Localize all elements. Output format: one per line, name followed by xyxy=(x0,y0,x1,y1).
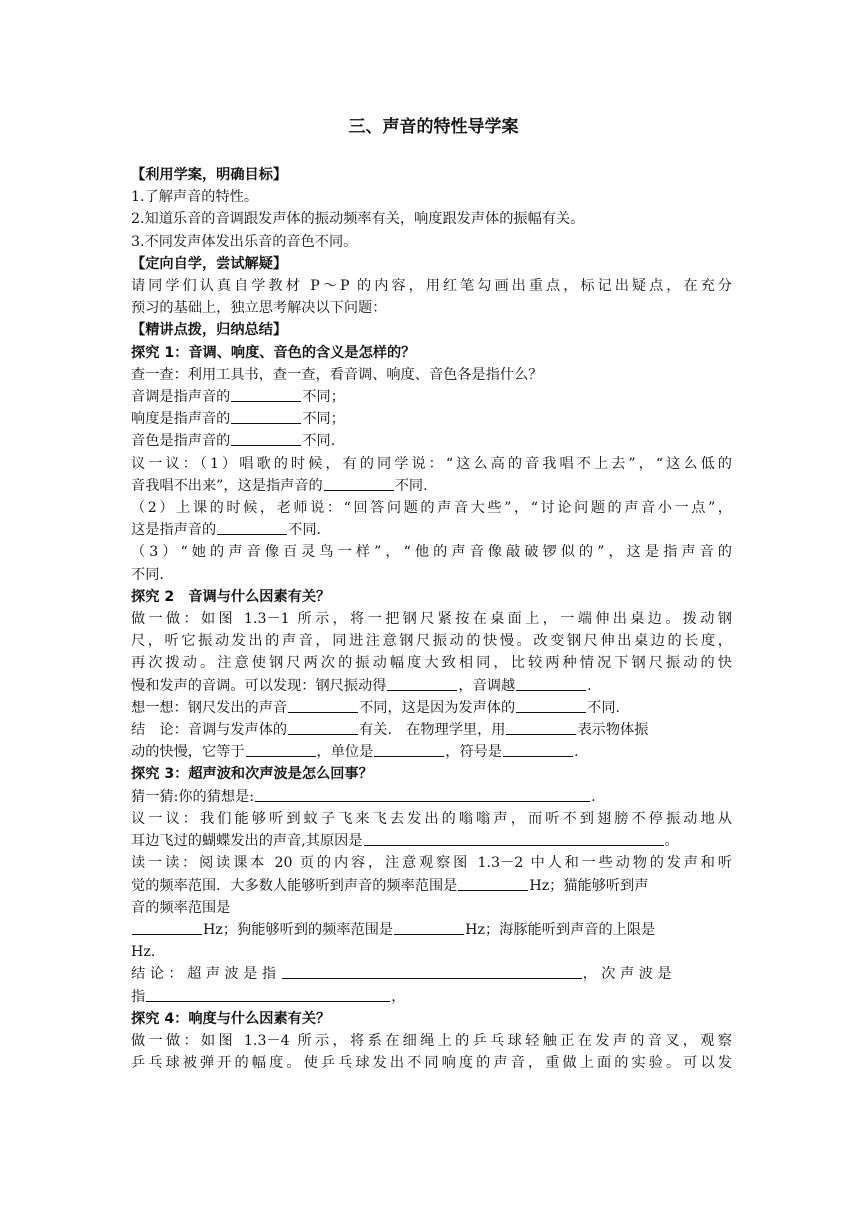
fill-blank[interactable] xyxy=(288,698,358,713)
paragraph-line: 猜一猜:你的猜想是: . xyxy=(131,788,596,805)
paragraph-line: 读一读：阅读课本 20 页的内容，注意观察图 1.3－2 中人和一些动物的发声和听 xyxy=(131,855,732,872)
inquiry-4-heading: 探究 4：响度与什么因素有关？ xyxy=(131,1010,331,1027)
paragraph-line: Hz；狗能够听到的频率范围是 Hz；海豚能听到声音的上限是 xyxy=(131,919,732,941)
fill-blank[interactable] xyxy=(132,920,202,935)
paragraph-line: 尺，听它振动发出的声音，同进注意钢尺振动的快慢。改变钢尺伸出桌边的长度， xyxy=(131,633,732,650)
fill-blank[interactable] xyxy=(255,787,590,802)
goal-item: 1.了解声音的特性。 xyxy=(131,189,259,206)
paragraph-line: 请同学们认真自学教材 P～P 的内容，用红笔勾画出重点，标记出疑点，在充分 xyxy=(131,278,732,295)
fill-blank[interactable] xyxy=(374,742,444,757)
fill-blank[interactable] xyxy=(458,876,528,891)
section-heading-self-study: 【定向自学，尝试解疑】 xyxy=(131,255,288,272)
paragraph-line: 做一做：如图 1.3－4 所示，将系在细绳上的乒乓球轻触正在发声的音叉，观察 xyxy=(131,1032,732,1049)
paragraph-line: 慢和发声的音调。可以发现：钢尺振动得 ，音调越 . xyxy=(131,677,592,694)
inquiry-3-heading: 探究 3：超声波和次声波是怎么回事？ xyxy=(131,766,373,783)
paragraph-line: 想一想：钢尺发出的声音 不同，这是因为发声体的 不同. xyxy=(131,699,621,716)
paragraph-line: 查一查：利用工具书，查一查，看音调、响度、音色各是指什么？ xyxy=(131,366,543,383)
fill-blank[interactable] xyxy=(516,698,586,713)
paragraph-line: 指 ， xyxy=(131,988,406,1005)
paragraph-line: 动的快慢，它等于 ，单位是 ，符号是 . xyxy=(131,744,579,761)
timbre-definition-line: 音色是指声音的 不同. xyxy=(131,433,336,450)
section-heading-goals: 【利用学案，明确目标】 xyxy=(131,167,288,183)
fill-blank[interactable] xyxy=(146,987,390,1002)
document-body xyxy=(131,164,732,1074)
inquiry-2-heading: 探究 2 音调与什么因素有关？ xyxy=(131,588,331,605)
goal-item: 3.不同发声体发出乐音的音色不同。 xyxy=(131,233,358,250)
paragraph-line: （3）“她的声音像百灵鸟一样”，“他的声音像敲破锣似的”，这是指声音的 xyxy=(131,544,732,561)
fill-blank[interactable] xyxy=(364,831,664,846)
fill-blank[interactable] xyxy=(282,964,582,979)
fill-blank[interactable] xyxy=(231,387,301,402)
page-title: 三、声音的特性导学案 xyxy=(348,117,519,137)
paragraph-line: 议一议：（1）唱歌的时候，有的同学说：“这么高的音我唱不上去”，“这么低的 xyxy=(131,455,732,472)
paragraph-line: 不同. xyxy=(131,566,164,583)
fill-blank[interactable] xyxy=(217,520,287,535)
paragraph-line: 议一议：我们能够听到蚊子飞来飞去发出的嗡嗡声，而听不到翅膀不停振动地从 xyxy=(131,810,732,827)
paragraph-line: 这是指声音的 不同. xyxy=(131,522,322,539)
paragraph-line: 觉的频率范围．大多数人能够听到声音的频率范围是 Hz；猫能够听到声 xyxy=(131,877,649,894)
loudness-definition-line: 响度是指声音的 不同； xyxy=(131,411,345,428)
fill-blank[interactable] xyxy=(503,742,573,757)
fill-blank[interactable] xyxy=(231,409,301,424)
paragraph-line: 音的频率范围是 xyxy=(131,899,231,916)
paragraph-line: 耳边飞过的蝴蝶发出的声音,其原因是 。 xyxy=(131,833,679,850)
fill-blank[interactable] xyxy=(387,676,457,691)
paragraph-line: 再次拨动。注意使钢尺两次的振动幅度大致相同，比较两种情况下钢尺振动的快 xyxy=(131,655,732,672)
fill-blank[interactable] xyxy=(324,476,394,491)
fill-blank[interactable] xyxy=(516,676,586,691)
fill-blank[interactable] xyxy=(288,720,358,735)
paragraph-line: 乒乓球被弹开的幅度。使乒乓球发出不同响度的声音，重做上面的实验。可以发 xyxy=(131,1055,732,1072)
fill-blank[interactable] xyxy=(231,431,301,446)
goal-item: 2.知道乐音的音调跟发声体的振动频率有关，响度跟发声体的振幅有关。 xyxy=(131,211,585,228)
pitch-definition-line: 音调是指声音的 不同； xyxy=(131,389,345,406)
paragraph-line: 音我唱不出来”，这是指声音的 不同. xyxy=(131,477,428,494)
paragraph-line: 做一做：如图 1.3－1 所示，将一把钢尺紧按在桌面上，一端伸出桌边。拨动钢 xyxy=(131,611,732,628)
paragraph-line: （2）上课的时候，老师说：“回答问题的声音大些”，“讨论问题的声音小一点”， xyxy=(131,500,732,517)
inquiry-1-heading: 探究 1：音调、响度、音色的含义是怎样的？ xyxy=(131,344,416,361)
paragraph-line: 预习的基础上，独立思考解决以下问题： xyxy=(131,300,387,317)
paragraph-line: 结 论 ： 超 声 波 是 指 ， 次 声 波 是 xyxy=(131,966,672,983)
fill-blank[interactable] xyxy=(506,720,576,735)
fill-blank[interactable] xyxy=(394,920,464,935)
paragraph-line: Hz． xyxy=(131,944,166,961)
paragraph-line: 结 论：音调与发声体的 有关. 在物理学里，用 表示物体振 xyxy=(131,722,649,739)
section-heading-summary: 【精讲点拨，归纳总结】 xyxy=(131,322,288,339)
fill-blank[interactable] xyxy=(246,742,316,757)
